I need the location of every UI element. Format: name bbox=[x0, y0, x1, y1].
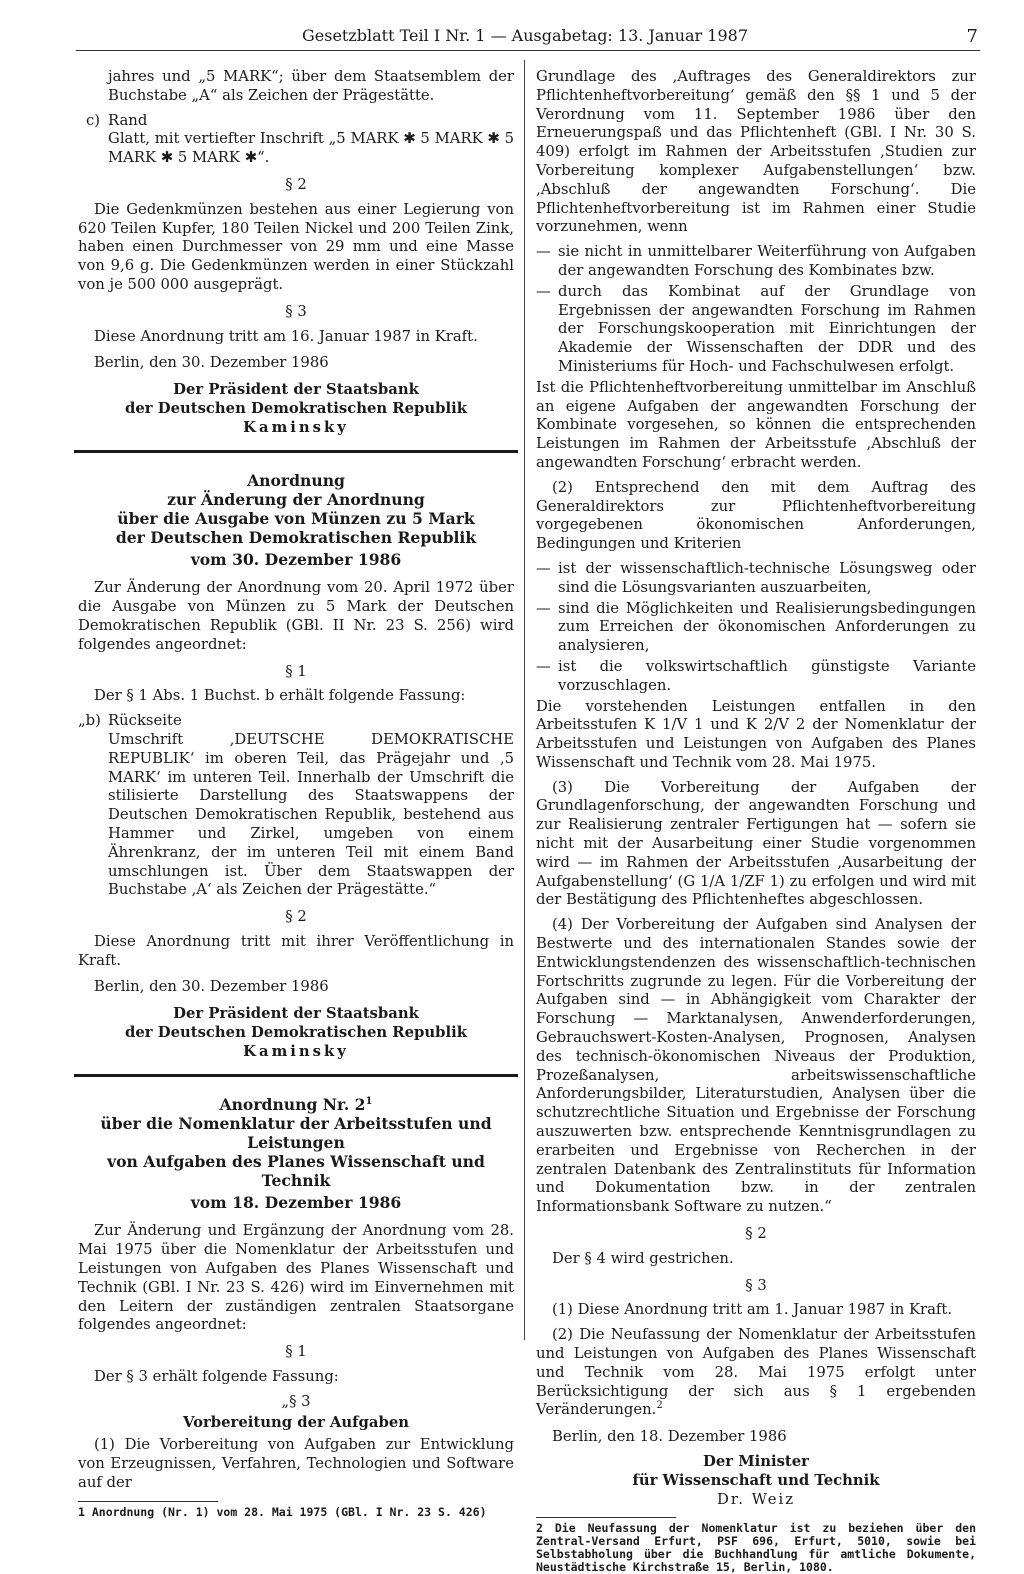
decree-2-title: Anordnung bbox=[247, 470, 345, 490]
place-date: Berlin, den 30. Dezember 1986 bbox=[94, 354, 329, 372]
list-item bbox=[536, 243, 976, 281]
list-item-text: ist die volkswirtschaftlich günstigste Variante vorzuschlagen. bbox=[558, 657, 976, 694]
list-item bbox=[536, 658, 976, 696]
paragraph-2-end: Die vorstehenden Leistungen entfallen in den Arbeitsstufen K 1/V 1 und K 2/V 2 der Nomenklatur der Arbeitsstufen und Leistungen von Aufgaben des Planes Wissenschaft und Technik vom 28. Mai 1975. bbox=[536, 697, 976, 771]
header-title: Gesetzblatt Teil I Nr. 1 — Ausgabetag: 13. Januar 1987 bbox=[301, 26, 748, 45]
footnote-rule bbox=[78, 1501, 218, 1502]
minister-line-1: Der Minister bbox=[703, 1452, 809, 1470]
decree-3-title bbox=[78, 1095, 514, 1114]
section-3-text: Diese Anordnung tritt am 16. Januar 1987 in Kraft. bbox=[94, 327, 478, 345]
decree-2-section-1-sign: § 1 bbox=[285, 662, 307, 680]
footnote-rule-right bbox=[536, 1517, 676, 1518]
footnote-1: 1 Anordnung (Nr. 1) vom 28. Mai 1975 (GBl. I Nr. 23 S. 426) bbox=[78, 1504, 487, 1519]
decree-3-date: vom 18. Dezember 1986 bbox=[190, 1192, 402, 1212]
decree-2-signature-line-2: der Deutschen Demokratischen Republik bbox=[125, 1024, 467, 1042]
footnote-ref-2: 2 bbox=[656, 1400, 663, 1412]
decree-3-subtitle-2: von Aufgaben des Planes Wissenschaft und Technik bbox=[107, 1151, 485, 1190]
decree-2-section-2-text: Diese Anordnung tritt mit ihrer Veröffentlichung in Kraft. bbox=[78, 932, 514, 969]
page-header bbox=[70, 26, 980, 50]
paragraph-1-continued: Grundlage des ‚Auftrages des Generaldirektors zur Pflichtenheftvorbereitung‘ gemäß den §§ 1 und 5 der Verordnung vom 11. September 1986 über den Erneuerungspaß und das Pflichtenheft (GBl. I Nr. 30 S. 409) erfolgt im Rahmen der Arbeitsstufen ‚Studien zur Vorbereitung komplexer Aufgabenstellungen‘ bzw. ‚Abschluß der angewandten Forschung‘. Die Pflichtenheftvorbereitung ist im Rahmen einer Studie vorzunehmen, wenn bbox=[536, 68, 976, 236]
section-3-paragraph-2 bbox=[536, 1326, 976, 1420]
list-item bbox=[536, 283, 976, 377]
decree-3-paragraph-1: (1) Die Vorbereitung von Aufgaben zur Entwicklung von Erzeugnissen, Verfahren, Technologien und Software auf der bbox=[78, 1436, 514, 1492]
decree-2-date: vom 30. Dezember 1986 bbox=[190, 549, 402, 569]
dash-marker: — bbox=[536, 599, 551, 617]
section-divider-2 bbox=[74, 1074, 518, 1077]
dash-marker: — bbox=[536, 282, 551, 300]
signature-line-1: Der Präsident der Staatsbank bbox=[173, 381, 419, 399]
list-item-text: sind die Möglichkeiten und Realisierungsbedingungen zum Erreichen der ökonomischen Anforderungen zu analysieren, bbox=[558, 599, 976, 655]
paragraph-2: (2) Entsprechend den mit dem Auftrag des Generaldirektors zur Pflichtenheftvorbereitung vorgegebenen ökonomischen Anforderungen, Bedingungen und Kriterien bbox=[536, 478, 976, 553]
dash-marker: — bbox=[536, 657, 551, 675]
page-number: 7 bbox=[966, 26, 978, 47]
decree-2-place-date: Berlin, den 30. Dezember 1986 bbox=[94, 978, 329, 996]
place-date-right: Berlin, den 18. Dezember 1986 bbox=[552, 1428, 787, 1446]
item-b-text: Umschrift ‚DEUTSCHE DEMOKRATISCHE REPUBLIK‘ im oberen Teil, das Prägejahr und ‚5 MARK‘ im unteren Teil. Innerhalb der Umschrift die stilisierte Darstellung des Staatswappens der Deutschen Demokratischen Republik, bestehend aus Hammer und Zirkel, umgeben von einem Ährenkranz, der im unteren Teil mit einem Band umschlungen ist. Über dem Staatswappen der Buchstabe ‚A‘ als Zeichen der Prägestätte.“ bbox=[108, 730, 514, 899]
minister-line-2: für Wissenschaft und Technik bbox=[632, 1471, 880, 1489]
item-b bbox=[78, 712, 514, 900]
section-3-paragraph-2-text: (2) Die Neufassung der Nomenklatur der Arbeitsstufen und Leistungen von Aufgaben des Planes Wissenschaft und Technik vom 28. Mai 1975 erfolgt unter Berücksichtigung der sich aus § 1 ergebenden Veränderungen. bbox=[536, 1326, 976, 1419]
item-c-text: Glatt, mit vertiefter Inschrift „5 MARK ✱ 5 MARK ✱ 5 MARK ✱ 5 MARK ✱“. bbox=[108, 130, 514, 167]
section-2-text: Die Gedenkmünzen bestehen aus einer Legierung von 620 Teilen Kupfer, 180 Teilen Nickel und 200 Teilen Zink, haben einen Durchmesser von 29 mm und eine Masse von 9,6 g. Die Gedenkmünzen werden in einer Stückzahl von je 500 000 ausgeprägt. bbox=[78, 200, 514, 293]
item-b-title: Rückseite bbox=[108, 712, 182, 730]
list-item-text: ist der wissenschaftlich-technische Lösungsweg oder sind die Lösungsvarianten auszuarbeiten, bbox=[558, 559, 976, 596]
minister-name: Dr. Weiz bbox=[716, 1490, 795, 1508]
decree-2-section-2-sign: § 2 bbox=[285, 908, 307, 926]
decree-3-intro: Zur Änderung und Ergänzung der Anordnung vom 28. Mai 1975 über die Nomenklatur der Arbeitsstufen und Leistungen von Aufgaben des Planes Wissenschaft und Technik (GBl. I Nr. 23 S. 426) wird im Einvernehmen mit den Leitern der zuständigen zentralen Staatsorgane folgendes angeordnet: bbox=[78, 1222, 514, 1334]
item-c-marker: c) bbox=[86, 111, 101, 129]
decree-3-subtitle-1: über die Nomenklatur der Arbeitsstufen und Leistungen bbox=[100, 1113, 492, 1152]
section-divider bbox=[74, 450, 518, 453]
left-column bbox=[78, 68, 514, 1519]
paragraph-1-end: Ist die Pflichtenheftvorbereitung unmittelbar im Anschluß an eigene Aufgaben der angewandten Forschung der Kombinate vorgesehen, so können die entsprechenden Leistungen im Rahmen der Arbeitsstufe ‚Abschluß der angewandten Forschung‘ erbracht werden. bbox=[536, 378, 976, 471]
paragraph-3: (3) Die Vorbereitung der Aufgaben der Grundlagenforschung, der angewandten Forschung und zur Realisierung zentraler Fertigungen hat — sofern sie nicht mit der Ausarbeitung einer Studie vorgenommen wird — im Rahmen der Arbeitsstufen ‚Ausarbeitung der Aufgabenstellung‘ (G 1/A 1/ZF 1) zu erfolgen und wird mit der Bestätigung des Pflichtenheftes abgeschlossen. bbox=[536, 778, 976, 909]
decree-2-subtitle-1: zur Änderung der Anordnung bbox=[167, 489, 425, 509]
signature-name: Kaminsky bbox=[243, 418, 349, 436]
decree-3-section-1-sign: § 1 bbox=[285, 1343, 307, 1361]
decree-3-quoted-section-sign: „§ 3 bbox=[281, 1392, 311, 1410]
section-3-sign-right: § 3 bbox=[745, 1276, 767, 1294]
decree-2-signature-line-1: Der Präsident der Staatsbank bbox=[173, 1005, 419, 1023]
decree-2-subtitle-3: der Deutschen Demokratischen Republik bbox=[115, 527, 477, 547]
list-item-text: sie nicht in unmittelbarer Weiterführung von Aufgaben der angewandten Forschung des Kombinates bzw. bbox=[558, 243, 976, 279]
decree-3-section-1-text: Der § 3 erhält folgende Fassung: bbox=[94, 1368, 339, 1386]
decree-2-signature-name: Kaminsky bbox=[243, 1042, 349, 1060]
decree-3-footnote-ref: 1 bbox=[365, 1095, 373, 1107]
list-item-text: durch das Kombinat auf der Grundlage von Ergebnissen der angewandten Forschung im Rahmen der Forschungskooperation mit Einrichtungen der Akademie der Wissenschaften der DDR und des Ministeriums für Hoch- und Fachschulwesen erfolgt. bbox=[558, 282, 976, 375]
signature-line-2: der Deutschen Demokratischen Republik bbox=[125, 399, 467, 417]
header-rule bbox=[76, 50, 980, 51]
section-3-paragraph-1: (1) Diese Anordnung tritt am 1. Januar 1987 in Kraft. bbox=[552, 1301, 953, 1319]
item-c bbox=[78, 112, 514, 168]
decree-2-subtitle-2: über die Ausgabe von Münzen zu 5 Mark bbox=[117, 508, 475, 528]
continued-text: jahres und „5 MARK“; über dem Staatsemblem der Buchstabe „A“ als Zeichen der Prägestätte. bbox=[108, 68, 514, 104]
right-column bbox=[536, 68, 976, 1574]
paragraph-4: (4) Der Vorbereitung der Aufgaben sind Analysen der Bestwerte und des internationalen Standes sowie der Entwicklungstendenzen des wissenschaftlich-technischen Fortschritts zugrunde zu legen. Für die Vorbereitung der Aufgaben sind — in Abhängigkeit vom Charakter der Forschung — Marktanalysen, Anwenderforderungen, Gebrauchswert-Kosten-Analysen, Prognosen, Analysen des technisch-ökonomischen Niveaus der Produktion, Prozeßanalysen, arbeitswissenschaftliche Anforderungsbilder, Literaturstudien, Analysen über die schutzrechtliche Situation und Ergebnisse der Forschung auszuwerten bzw. entsprechende Kenntnisgrundlagen zu erarbeiten und Ergebnisse von Recherchen in der zentralen Datenbank des Zentralinstituts für Information und Dokumentation bzw. in der zentralen Informationsbank Software zu nutzen.“ bbox=[536, 916, 976, 1216]
section-2-sign: § 2 bbox=[285, 175, 307, 193]
column-separator bbox=[524, 60, 525, 1340]
list-item bbox=[536, 600, 976, 656]
decree-2-section-1-text: Der § 1 Abs. 1 Buchst. b erhält folgende Fassung: bbox=[94, 687, 466, 705]
item-c-title: Rand bbox=[108, 111, 148, 129]
decree-3-title-text: Anordnung Nr. 2 bbox=[219, 1094, 366, 1114]
section-2-sign-right: § 2 bbox=[745, 1225, 767, 1243]
decree-3-subheading: Vorbereitung der Aufgaben bbox=[183, 1413, 409, 1431]
dash-marker: — bbox=[536, 243, 551, 261]
item-b-marker: „b) bbox=[78, 712, 101, 730]
footnote-2: 2 Die Neufassung der Nomenklatur ist zu beziehen über den Zentral-Versand Erfurt, PSF 696, Erfurt, 5010, sowie bei Selbstabholung über die Buchhandlung für amtliche Dokumente, Neustädtische Kirchstraße 15, Berlin, 1080. bbox=[536, 1521, 976, 1574]
list-item bbox=[536, 560, 976, 598]
dash-marker: — bbox=[536, 559, 551, 577]
decree-2-intro: Zur Änderung der Anordnung vom 20. April 1972 über die Ausgabe von Münzen zu 5 Mark der Deutschen Demokratischen Republik (GBl. II Nr. 23 S. 256) wird folgendes angeordnet: bbox=[78, 579, 514, 653]
section-2-text-right: Der § 4 wird gestrichen. bbox=[552, 1249, 734, 1267]
section-3-sign: § 3 bbox=[285, 302, 307, 320]
